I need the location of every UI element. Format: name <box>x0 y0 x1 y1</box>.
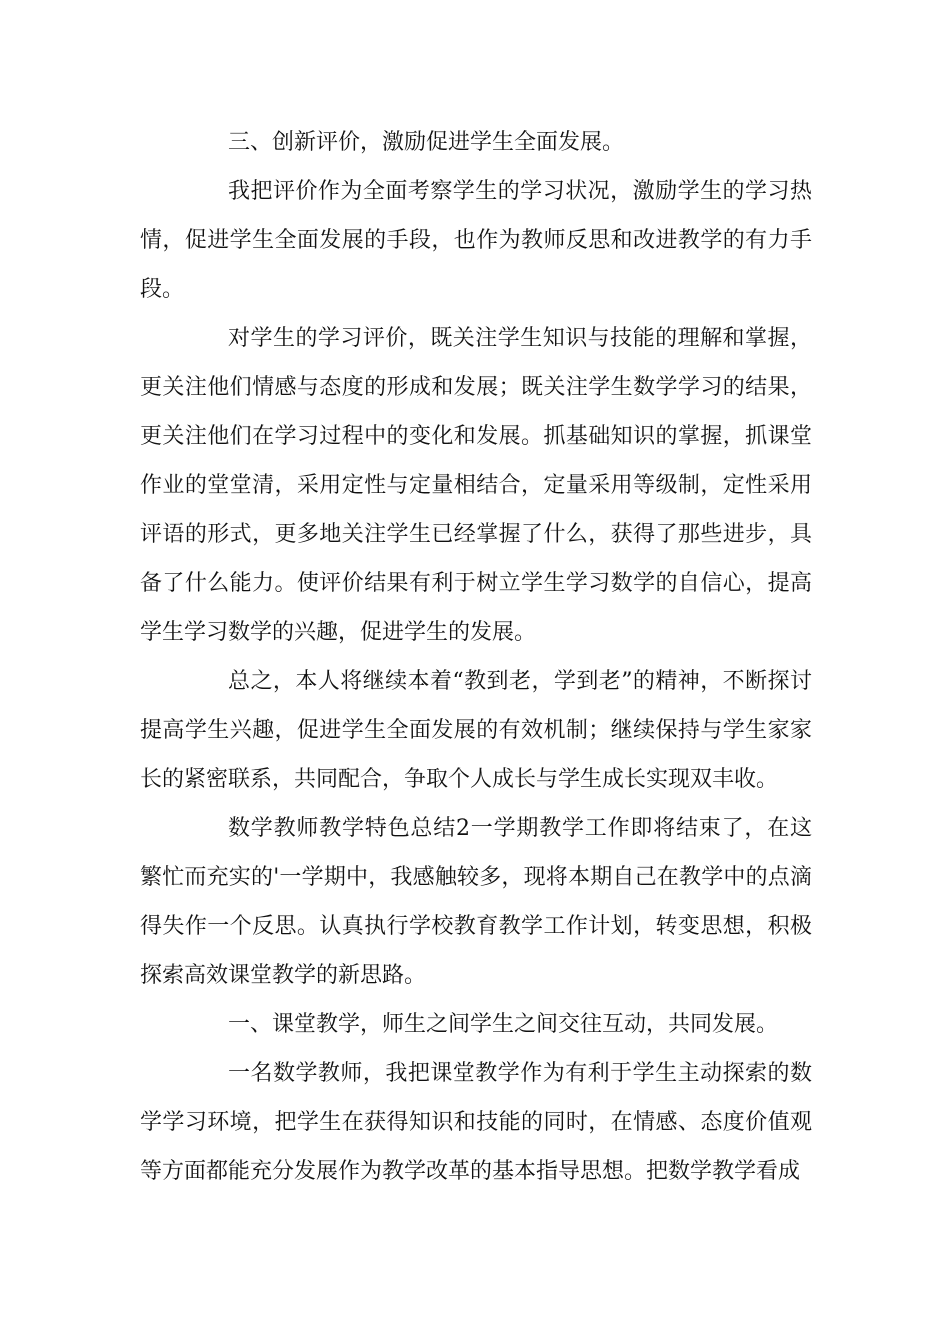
paragraph-classroom-teaching: 一名数学教师，我把课堂教学作为有利于学生主动探索的数学学习环境，把学生在获得知识和技能的同时，在情感、态度价值观等方面都能充分发展作为教学改革的基本指导思想。把数学教学看成 <box>140 1061 812 1184</box>
paragraph-conclusion: 总之，本人将继续本着“教到老，学到老”的精神，不断探讨提高学生兴趣，促进学生全面发展的有效机制；继续保持与学生家家长的紧密联系，共同配合，争取个人成长与学生成长实现双丰收。 <box>140 669 812 792</box>
paragraph-summary-two-intro: 数学教师教学特色总结2一学期教学工作即将结束了，在这繁忙而充实的'一学期中，我感触较多，现将本期自己在教学中的点滴得失作一个反思。认真执行学校教育教学工作计划，转变思想，积极探索高效课堂教学的新思路。 <box>140 816 812 988</box>
paragraph-evaluation-purpose: 我把评价作为全面考察学生的学习状况，激励学生的学习热情，促进学生全面发展的手段，也作为教师反思和改进教学的有力手段。 <box>140 179 812 302</box>
document-body <box>140 118 812 1196</box>
paragraph-section-one-heading: 一、课堂教学，师生之间学生之间交往互动，共同发展。 <box>228 1012 779 1037</box>
paragraph-section-three-heading: 三、创新评价，激励促进学生全面发展。 <box>228 130 625 155</box>
paragraph-learning-evaluation: 对学生的学习评价，既关注学生知识与技能的理解和掌握，更关注他们情感与态度的形成和发展；既关注学生数学学习的结果，更关注他们在学习过程中的变化和发展。抓基础知识的掌握，抓课堂作业的堂堂清，采用定性与定量相结合，定量采用等级制，定性采用评语的形式，更多地关注学生已经掌握了什么，获得了那些进步，具备了什么能力。使评价结果有利于树立学生学习数学的自信心，提高学生学习数学的兴趣，促进学生的发展。 <box>140 326 812 645</box>
